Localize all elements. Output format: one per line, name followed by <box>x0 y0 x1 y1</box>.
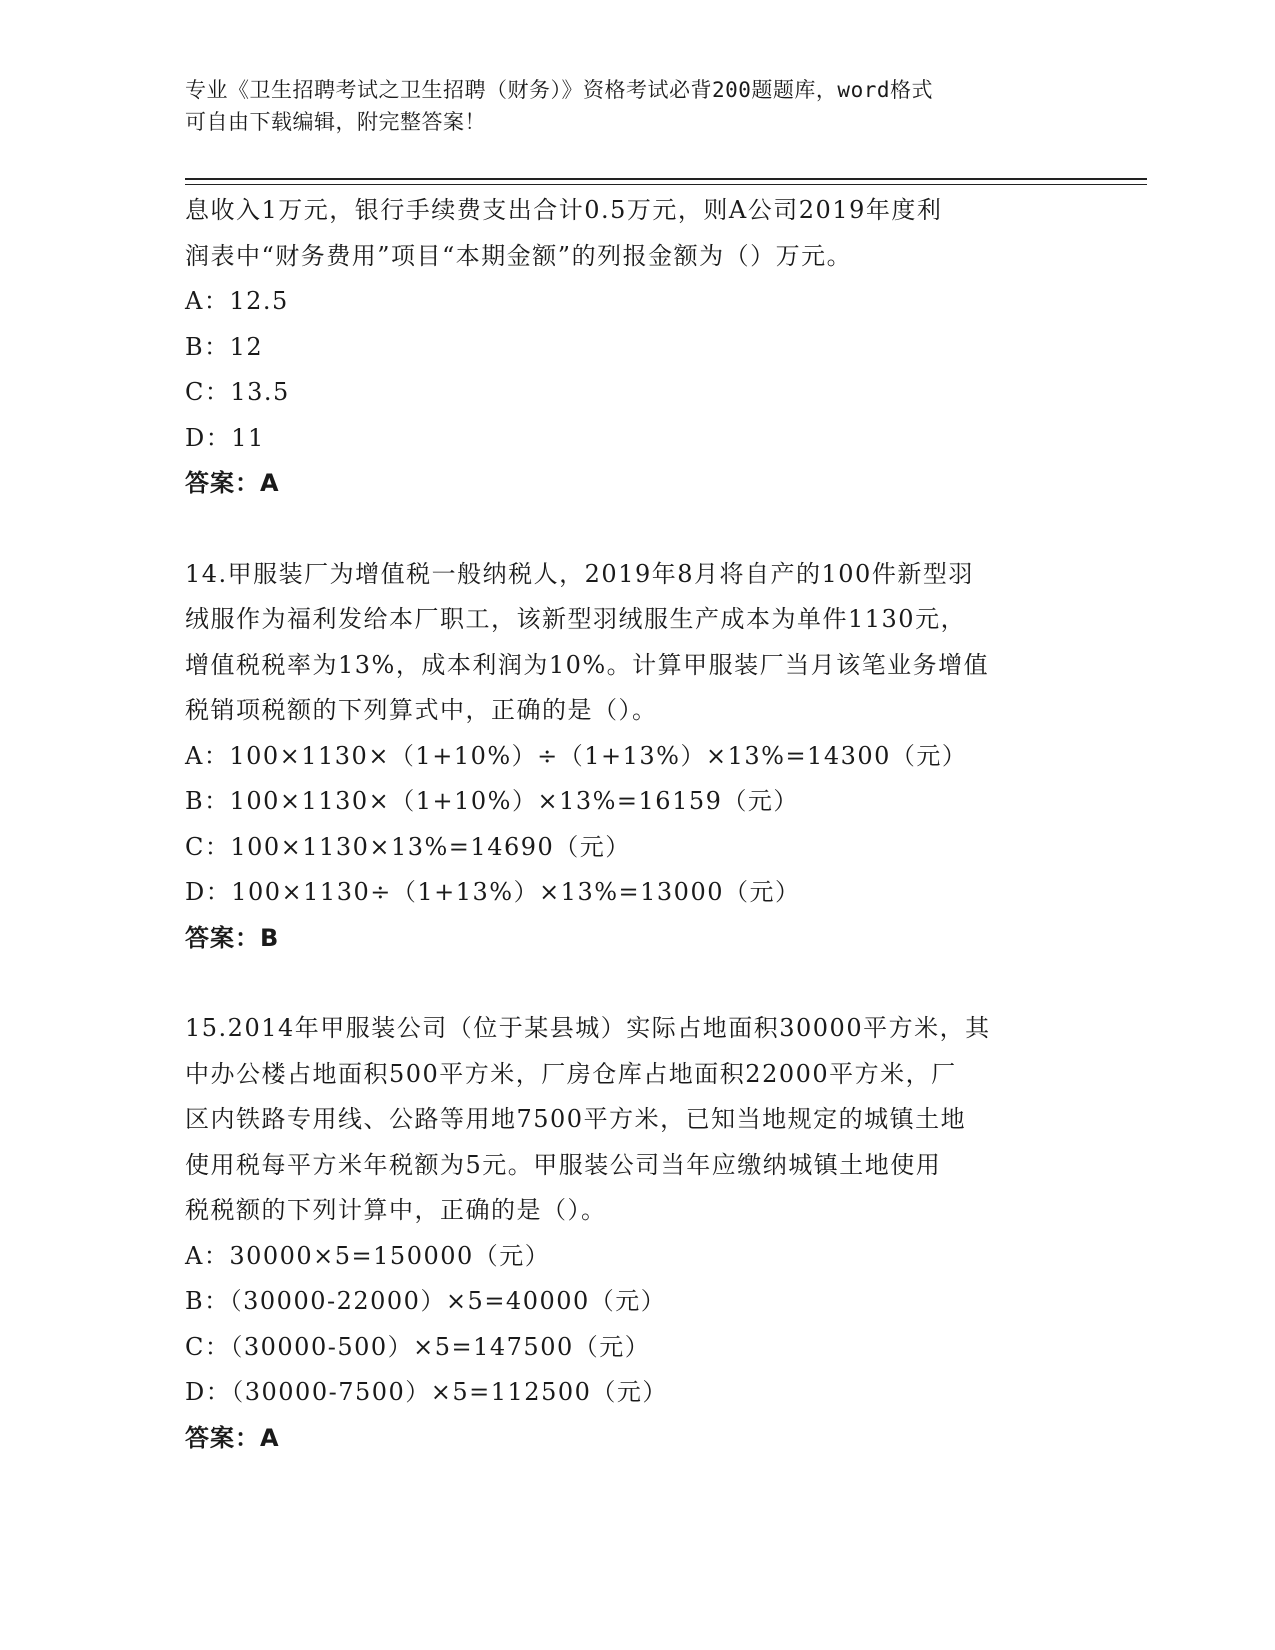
answer-label: 答案：A <box>185 469 280 497</box>
header-rule-thin <box>185 184 1147 185</box>
option-d: D：（30000-7500）×5=112500（元） <box>185 1378 668 1406</box>
question-spacer <box>185 961 1085 1006</box>
question-14-stem <box>185 552 1085 734</box>
option-d: D：100×1130÷（1+13%）×13%=13000（元） <box>185 878 801 906</box>
stem-line: 14.甲服装厂为增值税一般纳税人，2019年8月将自产的100件新型羽 <box>185 559 974 588</box>
question-14 <box>185 552 1085 962</box>
stem-line: 息收入1万元，银行手续费支出合计0.5万元，则A公司2019年度利 <box>185 196 943 224</box>
stem-line: 税税额的下列计算中，正确的是（）。 <box>185 1196 607 1224</box>
question-13-stem <box>185 188 1085 279</box>
question-spacer <box>185 507 1085 552</box>
question-15 <box>185 1006 1085 1461</box>
answer-label: 答案：B <box>185 923 280 952</box>
stem-line: 润表中“财务费用”项目“本期金额”的列报金额为（）万元。 <box>185 241 853 270</box>
stem-line: 税销项税额的下列算式中，正确的是（）。 <box>185 696 658 724</box>
stem-line: 绒服作为福利发给本厂职工，该新型羽绒服生产成本为单件1130元， <box>185 605 967 633</box>
option-b: B：100×1130×（1+10%）×13%=16159（元） <box>185 787 799 815</box>
option-a: A：12.5 <box>185 287 289 315</box>
question-15-stem <box>185 1006 1085 1234</box>
question-content <box>185 188 1085 1461</box>
stem-line: 15.2014年甲服装公司（位于某县城）实际占地面积30000平方米，其 <box>185 1014 991 1042</box>
option-a: A：100×1130×（1+10%）÷（1+13%）×13%=14300（元） <box>185 741 968 770</box>
header-title-line-1: 专业《卫生招聘考试之卫生招聘（财务）》资格考试必背200题题库，word格式 <box>185 78 933 102</box>
stem-line: 增值税税率为13%，成本利润为10%。计算甲服装厂当月该笔业务增值 <box>185 650 990 679</box>
question-13-continued <box>185 188 1085 507</box>
option-d: D：11 <box>185 423 265 452</box>
stem-line: 区内铁路专用线、公路等用地7500平方米，已知当地规定的城镇土地 <box>185 1105 967 1133</box>
option-c: C：100×1130×13%=14690（元） <box>185 832 631 861</box>
option-c: C：（30000-500）×5=147500（元） <box>185 1332 651 1361</box>
document-header <box>185 74 1085 138</box>
header-title-line-2: 可自由下载编辑，附完整答案！ <box>185 110 486 134</box>
option-a: A：30000×5=150000（元） <box>185 1241 551 1270</box>
option-b: B：12 <box>185 332 264 361</box>
option-c: C：13.5 <box>185 378 290 406</box>
stem-line: 中办公楼占地面积500平方米，厂房仓库占地面积22000平方米，厂 <box>185 1059 957 1088</box>
option-b: B：（30000-22000）×5=40000（元） <box>185 1287 667 1315</box>
header-rule-thick <box>185 178 1147 180</box>
stem-line: 使用税每平方米年税额为5元。甲服装公司当年应缴纳城镇土地使用 <box>185 1150 942 1179</box>
answer-label: 答案：A <box>185 1423 280 1452</box>
